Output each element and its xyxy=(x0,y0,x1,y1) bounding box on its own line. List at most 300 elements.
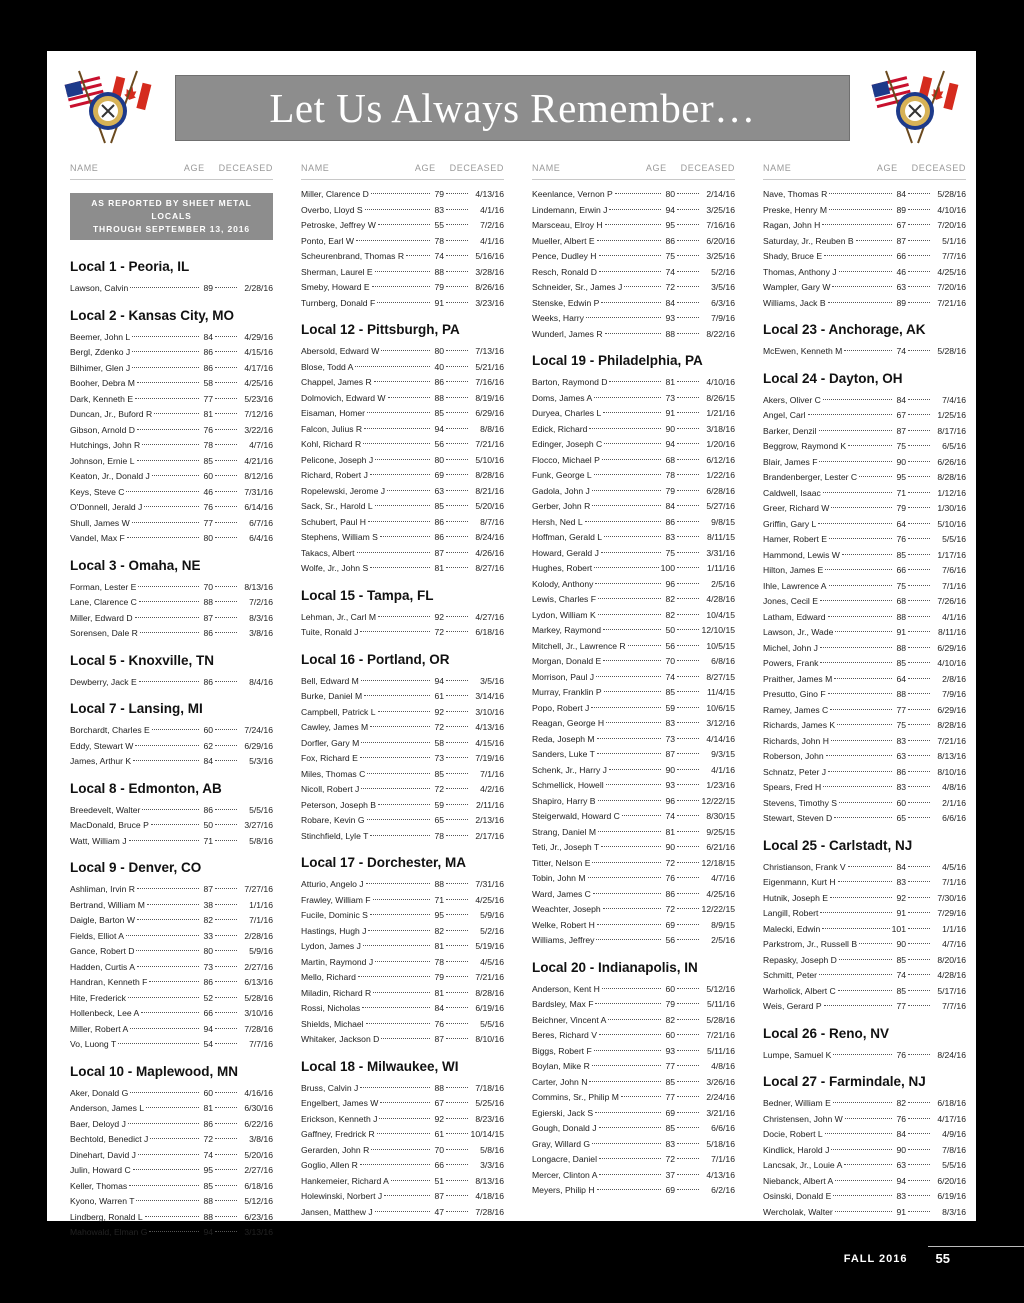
leader-dots xyxy=(837,724,892,725)
date-deceased: 5/28/16 xyxy=(706,1014,735,1025)
member-age: 75 xyxy=(896,720,906,730)
leader-dots xyxy=(446,193,468,194)
date-deceased: 5/3/16 xyxy=(249,756,273,766)
leader-dots xyxy=(215,460,237,461)
date-deceased: 7/21/16 xyxy=(937,297,966,308)
leader-dots xyxy=(135,617,199,618)
memorial-entry xyxy=(532,422,735,438)
date-deceased: 4/13/16 xyxy=(706,1169,735,1180)
date-deceased: 10/6/15 xyxy=(706,702,735,713)
leader-dots xyxy=(215,809,237,810)
leader-dots xyxy=(594,397,661,398)
memorial-entry xyxy=(532,311,735,327)
member-name: Beres, Richard V xyxy=(532,1030,597,1040)
leader-dots xyxy=(834,817,892,818)
member-age: 94 xyxy=(203,1227,213,1237)
memorial-entry xyxy=(301,1174,504,1190)
memorial-entry xyxy=(70,531,273,547)
leader-dots xyxy=(361,680,430,681)
leader-dots xyxy=(908,240,930,241)
member-name: Doms, James A xyxy=(532,392,593,403)
date-deceased: 3/3/16 xyxy=(480,1160,504,1170)
date-deceased: 7/6/16 xyxy=(942,565,966,575)
memorial-entry xyxy=(763,1189,966,1205)
member-age: 72 xyxy=(665,857,675,868)
leader-dots xyxy=(829,193,892,194)
member-age: 77 xyxy=(203,517,213,528)
memorial-entry xyxy=(532,856,735,872)
leader-dots xyxy=(446,286,468,287)
leader-dots xyxy=(677,381,699,382)
member-age: 86 xyxy=(203,362,213,373)
memorial-entry xyxy=(763,393,966,409)
member-age: 73 xyxy=(434,753,444,763)
leader-dots xyxy=(844,1164,892,1165)
memorial-entry xyxy=(763,439,966,455)
member-name: Lydon, William K xyxy=(532,609,596,620)
date-deceased: 5/5/16 xyxy=(942,1160,966,1170)
member-name: Holewinski, Norbert J xyxy=(301,1191,383,1201)
member-name: Biggs, Robert F xyxy=(532,1045,592,1056)
member-name: Chappel, James R xyxy=(301,377,372,387)
leader-dots xyxy=(446,1195,468,1196)
member-name: Schmellick, Howell xyxy=(532,780,604,790)
leader-dots xyxy=(137,966,199,967)
leader-dots xyxy=(594,567,658,568)
member-age: 88 xyxy=(203,597,213,607)
report-note-line: THROUGH SEPTEMBER 13, 2016 xyxy=(92,224,251,234)
leader-dots xyxy=(360,757,430,758)
leader-dots xyxy=(599,1174,661,1175)
member-name: Wercholak, Walter xyxy=(763,1206,833,1217)
leader-dots xyxy=(592,862,661,863)
member-name: Reagan, George H xyxy=(532,718,605,728)
leader-dots xyxy=(677,707,699,708)
leader-dots xyxy=(446,726,468,727)
member-age: 67 xyxy=(434,1098,444,1108)
memorial-entry xyxy=(532,1059,735,1075)
member-age: 72 xyxy=(203,1134,213,1144)
date-deceased: 6/20/16 xyxy=(706,235,735,246)
leader-dots xyxy=(128,1123,199,1124)
leader-dots xyxy=(215,1216,237,1217)
leader-dots xyxy=(136,950,199,951)
leader-dots xyxy=(358,976,430,977)
member-name: Funk, George L xyxy=(532,470,592,480)
memorial-entry xyxy=(70,407,273,423)
date-deceased: 8/3/16 xyxy=(249,612,273,623)
member-name: Meyers, Philip H xyxy=(532,1185,595,1195)
leader-dots xyxy=(908,600,930,601)
memorial-entry xyxy=(301,203,504,219)
date-deceased: 4/16/16 xyxy=(244,1087,273,1098)
member-age: 73 xyxy=(665,733,675,744)
date-deceased: 4/14/16 xyxy=(706,733,735,744)
leader-dots xyxy=(838,881,892,882)
member-age: 59 xyxy=(434,799,444,810)
local-heading: Local 9 - Denver, CO xyxy=(70,860,202,875)
memorial-entry xyxy=(301,1096,504,1112)
memorial-entry xyxy=(763,937,966,953)
member-age: 85 xyxy=(896,549,906,560)
member-name: Fields, Elliot A xyxy=(70,930,124,941)
leader-dots xyxy=(604,536,661,537)
member-name: Keller, Thomas xyxy=(70,1180,128,1191)
member-name: Keaton, Jr., Donald J xyxy=(70,471,150,481)
leader-dots xyxy=(379,1118,430,1119)
date-deceased: 4/21/16 xyxy=(244,455,273,466)
memorial-entry xyxy=(763,718,966,734)
leader-dots xyxy=(446,757,468,758)
union-emblem-icon xyxy=(874,65,956,147)
memorial-entry xyxy=(532,918,735,934)
member-name: Gance, Robert D xyxy=(70,946,135,956)
member-age: 86 xyxy=(665,235,675,246)
member-name: Wampler, Gary W xyxy=(763,282,831,292)
member-age: 73 xyxy=(203,961,213,972)
memorial-entry xyxy=(70,960,273,976)
leader-dots xyxy=(677,567,699,568)
date-deceased: 7/20/16 xyxy=(937,220,966,230)
member-age: 93 xyxy=(665,780,675,790)
leader-dots xyxy=(598,614,661,615)
leader-dots xyxy=(677,645,699,646)
memorial-entry xyxy=(70,1037,273,1053)
date-deceased: 8/27/15 xyxy=(706,671,735,682)
leader-dots xyxy=(677,443,699,444)
leader-dots xyxy=(381,350,430,351)
leader-dots xyxy=(908,1054,930,1055)
member-age: 76 xyxy=(896,1113,906,1124)
date-deceased: 4/9/16 xyxy=(942,1129,966,1139)
memorial-entry xyxy=(301,422,504,438)
member-age: 74 xyxy=(665,266,675,277)
member-name: Kohl, Richard R xyxy=(301,439,362,449)
leader-dots xyxy=(677,1034,699,1035)
leader-dots xyxy=(677,333,699,334)
leader-dots xyxy=(908,1195,930,1196)
member-name: Greer, Richard W xyxy=(763,503,830,513)
date-deceased: 7/21/16 xyxy=(937,735,966,746)
member-name: Hoffman, Gerald L xyxy=(532,532,603,542)
member-age: 83 xyxy=(896,735,906,746)
date-deceased: 1/11/16 xyxy=(706,563,735,573)
member-name: Thomas, Anthony J xyxy=(763,266,837,277)
memorial-entry xyxy=(70,723,273,739)
leader-dots xyxy=(446,412,468,413)
memorial-entry xyxy=(532,296,735,312)
member-name: Tuite, Ronald J xyxy=(301,627,359,637)
member-name: Stinchfield, Lyle T xyxy=(301,830,369,841)
leader-dots xyxy=(597,738,661,739)
leader-dots xyxy=(677,784,699,785)
memorial-entry xyxy=(301,610,504,626)
memorial-entry xyxy=(301,908,504,924)
leader-dots xyxy=(118,1043,199,1044)
date-deceased: 8/21/16 xyxy=(475,485,504,496)
member-name: Bell, Edward M xyxy=(301,675,359,686)
memorial-entry xyxy=(763,860,966,876)
date-deceased: 6/18/16 xyxy=(475,627,504,637)
leader-dots xyxy=(908,538,930,539)
date-deceased: 8/13/16 xyxy=(937,751,966,761)
memorial-entry xyxy=(70,500,273,516)
member-name: Keenlance, Vernon P xyxy=(532,189,613,199)
date-deceased: 7/30/16 xyxy=(937,892,966,903)
date-deceased: 1/25/16 xyxy=(937,410,966,420)
member-name: Michel, John J xyxy=(763,642,818,653)
member-name: Ponto, Earl W xyxy=(301,235,355,246)
date-deceased: 6/21/16 xyxy=(706,842,735,852)
memorial-entry xyxy=(70,898,273,914)
member-age: 85 xyxy=(665,687,675,697)
memorial-entry xyxy=(70,1148,273,1164)
memorial-entry xyxy=(763,656,966,672)
member-name: Repasky, Joseph D xyxy=(763,954,837,965)
leader-dots xyxy=(848,866,892,867)
leader-dots xyxy=(446,788,468,789)
member-age: 88 xyxy=(896,689,906,699)
memorial-entry xyxy=(763,548,966,564)
member-name: Goglio, Allen R xyxy=(301,1160,358,1170)
memorial-entry xyxy=(532,1152,735,1168)
member-age: 68 xyxy=(896,596,906,606)
leader-dots xyxy=(823,786,892,787)
member-name: Smeby, Howard E xyxy=(301,282,370,292)
member-name: Gibson, Arnold D xyxy=(70,424,135,435)
leader-dots xyxy=(446,302,468,303)
leader-dots xyxy=(908,709,930,710)
member-name: Malecki, Edwin xyxy=(763,923,821,934)
local-heading: Local 1 - Peoria, IL xyxy=(70,259,190,274)
leader-dots xyxy=(132,367,199,368)
leader-dots xyxy=(834,678,892,679)
leader-dots xyxy=(133,1169,199,1170)
date-deceased: 3/10/16 xyxy=(244,1008,273,1018)
leader-dots xyxy=(592,1065,661,1066)
member-name: Teti, Jr., Joseph T xyxy=(532,842,600,852)
memorial-entry xyxy=(763,703,966,719)
leader-dots xyxy=(595,1112,661,1113)
member-age: 50 xyxy=(203,820,213,830)
leader-dots xyxy=(677,459,699,460)
date-deceased: 6/18/16 xyxy=(937,1098,966,1108)
date-deceased: 4/10/16 xyxy=(706,377,735,387)
member-age: 60 xyxy=(203,1087,213,1098)
memorial-entry xyxy=(70,944,273,960)
leader-dots xyxy=(908,585,930,586)
memorial-entry xyxy=(70,423,273,439)
leader-dots xyxy=(446,976,468,977)
leader-dots xyxy=(677,240,699,241)
date-deceased: 4/13/16 xyxy=(475,189,504,199)
leader-dots xyxy=(215,840,237,841)
leader-dots xyxy=(908,647,930,648)
date-deceased: 5/1/16 xyxy=(942,235,966,246)
leader-dots xyxy=(446,992,468,993)
leader-dots xyxy=(602,459,661,460)
leader-dots xyxy=(609,769,661,770)
member-age: 78 xyxy=(434,235,444,246)
member-name: Pence, Dudley H xyxy=(532,251,597,261)
leader-dots xyxy=(677,1158,699,1159)
leader-dots xyxy=(677,1189,699,1190)
leader-dots xyxy=(139,601,199,602)
leader-dots xyxy=(677,224,699,225)
member-age: 40 xyxy=(434,361,444,372)
member-age: 96 xyxy=(665,578,675,589)
member-age: 74 xyxy=(665,811,675,821)
leader-dots xyxy=(824,255,892,256)
leader-dots xyxy=(594,474,661,475)
memorial-entry xyxy=(532,840,735,856)
leader-dots xyxy=(831,507,892,508)
member-age: 79 xyxy=(434,972,444,982)
leader-dots xyxy=(677,862,699,863)
leader-dots xyxy=(908,193,930,194)
leader-dots xyxy=(608,1019,661,1020)
memorial-entry xyxy=(70,1179,273,1195)
leader-dots xyxy=(215,729,237,730)
leader-dots xyxy=(378,224,430,225)
leader-dots xyxy=(833,1102,892,1103)
member-name: Caldwell, Isaac xyxy=(763,487,821,498)
memorial-entry xyxy=(301,1205,504,1221)
member-name: Stenske, Edwin P xyxy=(532,297,600,308)
date-deceased: 5/18/16 xyxy=(706,1138,735,1149)
date-deceased: 1/1/16 xyxy=(942,923,966,934)
memorial-entry xyxy=(532,732,735,748)
leader-dots xyxy=(908,662,930,663)
member-age: 81 xyxy=(203,1103,213,1113)
leader-dots xyxy=(598,800,661,801)
memorial-entry xyxy=(532,499,735,515)
member-name: Ragan, John H xyxy=(763,220,821,230)
memorial-entry xyxy=(532,685,735,701)
member-age: 72 xyxy=(434,627,444,637)
leader-dots xyxy=(908,255,930,256)
date-deceased: 3/26/16 xyxy=(706,1076,735,1087)
member-age: 78 xyxy=(203,440,213,450)
member-age: 84 xyxy=(665,297,675,308)
member-age: 71 xyxy=(203,835,213,846)
member-name: Fucile, Dominic S xyxy=(301,910,368,920)
memorial-entry xyxy=(763,625,966,641)
date-deceased: 4/7/16 xyxy=(249,440,273,450)
member-age: 81 xyxy=(665,826,675,837)
leader-dots xyxy=(215,1012,237,1013)
memorial-entry xyxy=(70,392,273,408)
local-heading: Local 7 - Lansing, MI xyxy=(70,701,203,716)
leader-dots xyxy=(605,224,661,225)
date-deceased: 5/2/16 xyxy=(711,266,735,277)
leader-dots xyxy=(446,1038,468,1039)
member-age: 85 xyxy=(434,408,444,418)
member-name: Shapiro, Harry B xyxy=(532,795,596,806)
member-age: 84 xyxy=(896,861,906,872)
member-age: 83 xyxy=(896,877,906,887)
member-age: 69 xyxy=(434,470,444,480)
memorial-entry xyxy=(532,997,735,1013)
memorial-entry xyxy=(301,1017,504,1033)
page-number: 55 xyxy=(935,1251,950,1266)
date-deceased: 2/27/16 xyxy=(244,961,273,972)
memorial-entry xyxy=(70,1006,273,1022)
member-age: 74 xyxy=(896,970,906,980)
member-name: Dewberry, Jack E xyxy=(70,676,137,687)
memorial-entry xyxy=(532,1121,735,1137)
leader-dots xyxy=(215,601,237,602)
leader-dots xyxy=(819,430,893,431)
memorial-entry xyxy=(763,1048,966,1064)
local-heading: Local 3 - Omaha, NE xyxy=(70,557,201,573)
member-name: Lawson, Jr., Wade xyxy=(763,627,834,637)
leader-dots xyxy=(908,461,930,462)
member-name: Wolfe, Jr., John S xyxy=(301,563,369,573)
leader-dots xyxy=(215,1231,237,1232)
local-heading: Local 16 - Portland, OR xyxy=(301,651,450,667)
date-deceased: 4/17/16 xyxy=(937,1113,966,1124)
leader-dots xyxy=(908,430,930,431)
local-heading: Local 12 - Pittsburgh, PA xyxy=(301,322,460,337)
member-age: 75 xyxy=(896,441,906,451)
date-deceased: 7/1/16 xyxy=(711,1154,735,1164)
member-age: 81 xyxy=(434,987,444,998)
leader-dots xyxy=(215,1200,237,1201)
member-name: Bilhimer, Glen J xyxy=(70,362,131,373)
date-deceased: 8/11/15 xyxy=(706,532,735,542)
member-name: Hollenbeck, Lee A xyxy=(70,1008,140,1018)
leader-dots xyxy=(621,1096,661,1097)
leader-dots xyxy=(215,935,237,936)
leader-dots xyxy=(446,428,468,429)
member-age: 73 xyxy=(665,392,675,403)
date-deceased: 10/5/15 xyxy=(706,640,735,651)
leader-dots xyxy=(446,209,468,210)
member-name: Presutto, Gino F xyxy=(763,689,826,699)
leader-dots xyxy=(215,824,237,825)
memorial-entry xyxy=(301,218,504,234)
memorial-entry xyxy=(763,953,966,969)
leader-dots xyxy=(677,271,699,272)
leader-dots xyxy=(908,802,930,803)
leader-dots xyxy=(825,569,892,570)
leader-dots xyxy=(133,760,199,761)
leader-dots xyxy=(908,224,930,225)
leader-dots xyxy=(370,835,430,836)
memorial-entry xyxy=(763,1143,966,1159)
name-header: NAME xyxy=(763,163,792,173)
deceased-header: DECEASED xyxy=(911,163,966,173)
member-age: 65 xyxy=(434,815,444,825)
member-name: Aker, Donald G xyxy=(70,1087,129,1098)
member-age: 69 xyxy=(665,919,675,930)
leader-dots xyxy=(215,413,237,414)
column-2 xyxy=(301,163,504,1220)
local-heading: Local 25 - Carlstadt, NJ xyxy=(763,837,913,853)
member-age: 60 xyxy=(665,983,675,994)
member-name: Sack, Sr., Harold L xyxy=(301,501,373,511)
date-deceased: 8/19/16 xyxy=(475,392,504,403)
date-deceased: 7/1/16 xyxy=(942,877,966,887)
memorial-entry xyxy=(70,611,273,627)
leader-dots xyxy=(139,681,199,682)
member-age: 86 xyxy=(434,532,444,542)
memorial-entry xyxy=(301,986,504,1002)
memorial-entry xyxy=(763,203,966,219)
date-deceased: 5/5/16 xyxy=(249,804,273,815)
date-deceased: 5/8/16 xyxy=(249,835,273,846)
